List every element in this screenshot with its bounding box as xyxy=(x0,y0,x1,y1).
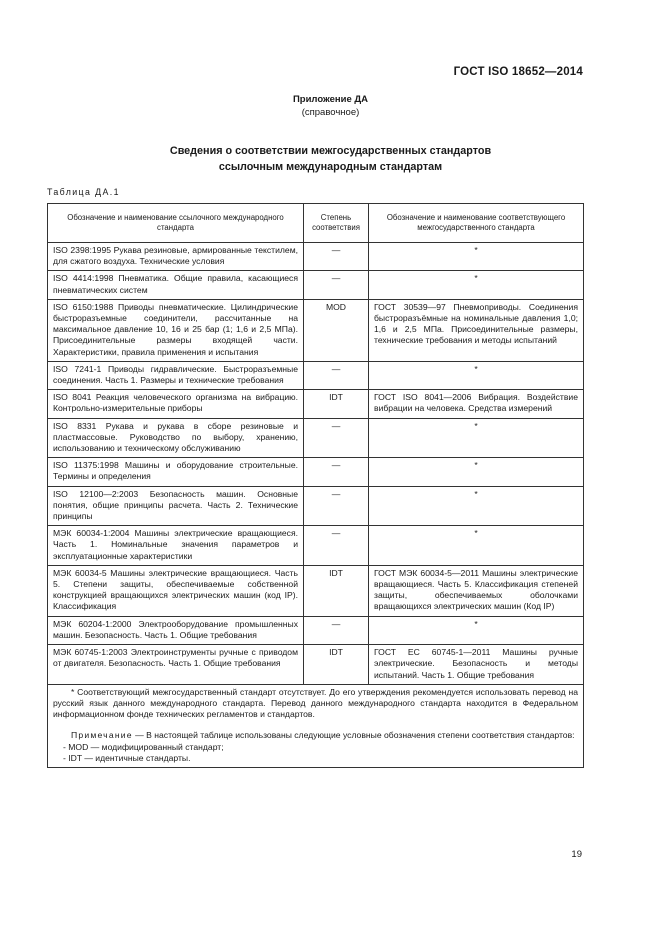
international-standard-cell: ISO 7241-1 Приводы гидравлические. Быстроразъемные соединения. Часть 1. Размеры и технические требования xyxy=(48,361,304,389)
table-row xyxy=(48,458,584,486)
international-standard-cell: ISO 2398:1995 Рукава резиновые, армированные текстилем, для сжатого воздуха. Технические условия xyxy=(48,243,304,271)
interstate-standard-cell: * xyxy=(369,526,584,566)
international-standard-cell: МЭК 60034-1:2004 Машины электрические вращающиеся. Часть 1. Номинальные значения параметров и эксплуатационные характеристики xyxy=(48,526,304,566)
international-standard-cell: ISO 8041 Реакция человеческого организма на вибрацию. Контрольно-измерительные приборы xyxy=(48,390,304,418)
international-standard-cell: ISO 8331 Рукава и рукава в сборе резиновые и пластмассовые. Руководство по выбору, хранению, использованию и техническому обслуживанию xyxy=(48,418,304,458)
table-row xyxy=(48,361,584,389)
international-standard-cell: ISO 12100—2:2003 Безопасность машин. Основные понятия, общие принципы расчета. Часть 2. Технические принципы xyxy=(48,486,304,526)
degree-cell: — xyxy=(304,526,369,566)
note xyxy=(53,730,578,741)
interstate-standard-cell: * xyxy=(369,361,584,389)
degree-cell: IDT xyxy=(304,390,369,418)
note-item-idt: - IDT — идентичные стандарты. xyxy=(63,752,191,763)
table-row xyxy=(48,243,584,271)
page-number: 19 xyxy=(571,849,582,860)
annex-title: Приложение ДА xyxy=(292,94,369,105)
page-title xyxy=(0,144,661,175)
interstate-standard-cell: ГОСТ ЕС 60745-1—2011 Машины ручные электрические. Безопасность и методы испытаний. Часть 1. Общие требования xyxy=(369,645,584,685)
table-label: Таблица ДА.1 xyxy=(47,187,120,197)
interstate-standard-cell: * xyxy=(369,458,584,486)
table-row xyxy=(48,418,584,458)
table-row xyxy=(48,526,584,566)
table-row xyxy=(48,299,584,361)
international-standard-cell: ISO 6150:1988 Приводы пневматические. Цилиндрические быстроразъемные соединители, рассчитанные на максимальное давление 10, 16 и 25 бар (1; 1,6 и 2,5 МПа). Присоединительные размеры входящей части. Характеристики, правила применения и испытания xyxy=(48,299,304,361)
degree-cell: — xyxy=(304,458,369,486)
table-row xyxy=(48,390,584,418)
header-degree-of-conformity: Степень соответствия xyxy=(304,204,369,243)
degree-cell: — xyxy=(304,243,369,271)
table-row xyxy=(48,486,584,526)
page-title-line-2: ссылочным международным стандартам xyxy=(218,160,443,173)
table-row xyxy=(48,565,584,616)
interstate-standard-cell: ГОСТ ISO 8041—2006 Вибрация. Воздействие вибрации на человека. Средства измерений xyxy=(369,390,584,418)
correspondence-table xyxy=(47,203,584,768)
annex-heading xyxy=(0,94,661,119)
interstate-standard-cell: * xyxy=(369,271,584,299)
interstate-standard-cell: * xyxy=(369,616,584,644)
interstate-standard-cell: * xyxy=(369,243,584,271)
note-label: Примечание xyxy=(71,730,133,741)
footnote: * Соответствующий межгосударственный стандарт отсутствует. До его утверждения рекомендуется использовать перевод на русский язык данного международного стандарта. Перевод данного международного стандарта находится в Федеральном информационном фонде технических регламентов и стандартов. xyxy=(53,686,578,720)
degree-cell: — xyxy=(304,616,369,644)
international-standard-cell: МЭК 60034-5 Машины электрические вращающиеся. Часть 5. Степени защиты, обеспечиваемые собственной конструкцией вращающихся электрических машин (код IP). Классификация xyxy=(48,565,304,616)
table-row xyxy=(48,645,584,685)
degree-cell: — xyxy=(304,418,369,458)
table-footer-row xyxy=(48,684,584,767)
interstate-standard-cell: * xyxy=(369,418,584,458)
degree-cell: — xyxy=(304,361,369,389)
header-interstate-standard: Обозначение и наименование соответствующего межгосударственного стандарта xyxy=(369,204,584,243)
page-title-line-1: Сведения о соответствии межгосударственных стандартов xyxy=(169,145,492,157)
degree-cell: MOD xyxy=(304,299,369,361)
degree-cell: IDT xyxy=(304,645,369,685)
note-item-mod: - MOD — модифицированный стандарт; xyxy=(63,741,224,752)
interstate-standard-cell: * xyxy=(369,486,584,526)
international-standard-cell: МЭК 60204-1:2000 Электрооборудование промышленных машин. Безопасность. Часть 1. Общие требования xyxy=(48,616,304,644)
international-standard-cell: МЭК 60745-1:2003 Электроинструменты ручные с приводом от двигателя. Безопасность. Часть 1. Общие требования xyxy=(48,645,304,685)
degree-cell: — xyxy=(304,486,369,526)
header-international-standard: Обозначение и наименование ссылочного международного стандарта xyxy=(48,204,304,243)
interstate-standard-cell: ГОСТ МЭК 60034-5—2011 Машины электрические вращающиеся. Часть 5. Классификация степеней защиты, обеспечиваемых оболочками вращающихся электрических машин (Код IP) xyxy=(369,565,584,616)
document-code: ГОСТ ISO 18652—2014 xyxy=(453,66,583,78)
annex-subtitle: (справочное) xyxy=(301,106,360,118)
international-standard-cell: ISO 11375:1998 Машины и оборудование строительные. Термины и определения xyxy=(48,458,304,486)
degree-cell: — xyxy=(304,271,369,299)
degree-cell: IDT xyxy=(304,565,369,616)
note-text: — В настоящей таблице использованы следующие условные обозначения степени соответствия стандартов: xyxy=(135,730,575,741)
interstate-standard-cell: ГОСТ 30539—97 Пневмоприводы. Соединения быстроразъёмные на номинальные давления 1,0; 1,6 и 2,5 МПа. Присоединительные размеры, технические требования и методы испытаний xyxy=(369,299,584,361)
table-row xyxy=(48,616,584,644)
table-footer xyxy=(48,684,584,767)
table-row xyxy=(48,271,584,299)
table-header-row xyxy=(48,204,584,243)
international-standard-cell: ISO 4414:1998 Пневматика. Общие правила, касающиеся пневматических систем xyxy=(48,271,304,299)
